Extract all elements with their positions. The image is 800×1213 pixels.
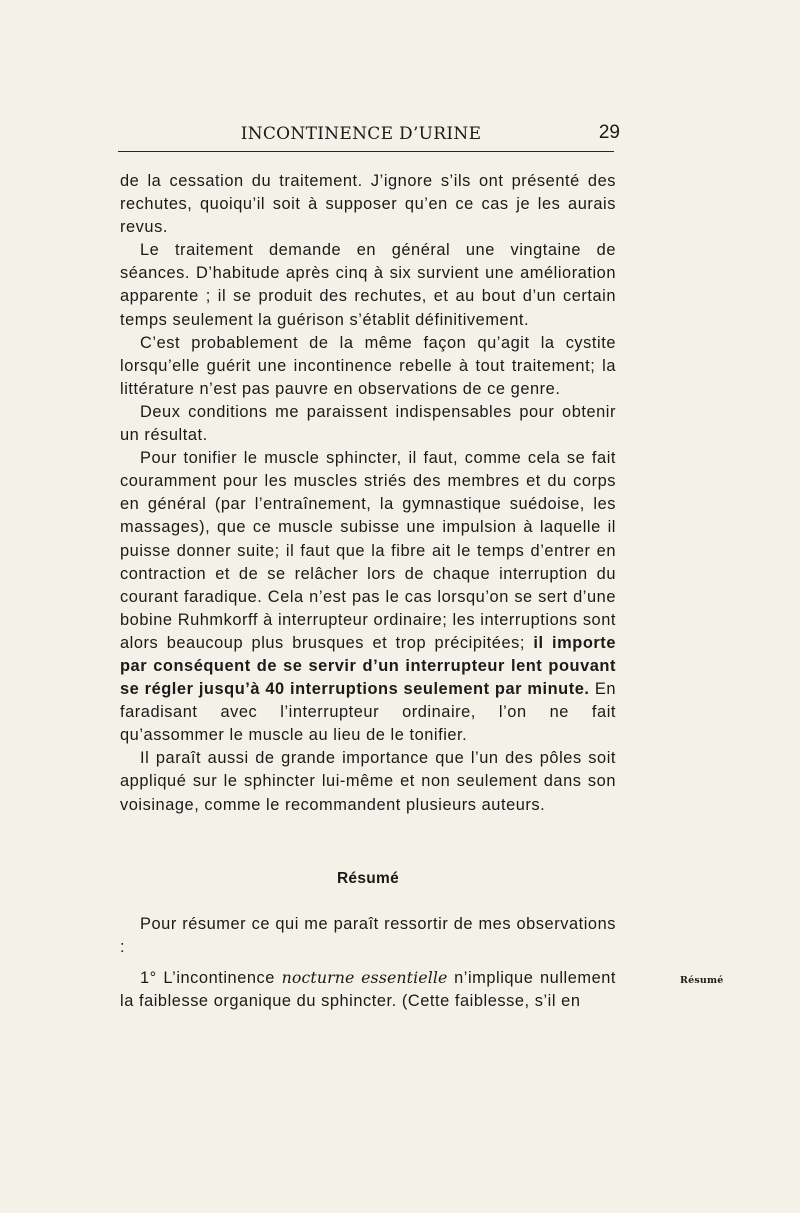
- paragraph-sphincter-text: Pour tonifier le muscle sphincter, il faut, comme cela se fait couramment pour les muscles striés des membres et du corps en général (par l’entraînement, la gymnastique suédoise, les massages), que ce muscle subisse une impulsion à laquelle il puisse donner suite; il faut que la fibre ait le temps d’entrer en contraction et de se relâcher lors de chaque interruption du courant faradique. Cela n’est pas le cas lorsqu’on se sert d’une bobine Ruhmkorff à interrupteur ordinaire; les interruptions sont alors beaucoup plus brusques et trop précipitées;: [120, 449, 616, 652]
- paragraph-sphincter: [120, 447, 616, 747]
- paragraph-treatment: Le traitement demande en général une vingtaine de séances. D’habitude après cinq à six survient une amélioration apparente ; il se produit des rechutes, et au bout d’un certain temps seulement la guérison s’établit définitivement.: [120, 241, 616, 329]
- paragraph-conditions: Deux conditions me paraissent indispensables pour obtenir un résultat.: [120, 402, 616, 445]
- paragraph-cystitis: C’est probablement de la même façon qu’agit la cystite lorsqu’elle guérit une incontinence rebelle à tout traitement; la littérature n’est pas pauvre en observations de ce genre.: [120, 333, 616, 398]
- summary-item-1-italic: nocturne essentielle: [281, 968, 448, 988]
- header-rule: [118, 151, 614, 152]
- summary-item-1: [120, 966, 616, 1013]
- summary-text: [120, 913, 616, 1013]
- page-number: 29: [598, 122, 620, 143]
- running-head: [108, 122, 620, 150]
- paragraph-continuation: de la cessation du traitement. J’ignore s’ils ont présenté des rechutes, quoiqu’il soit à supposer qu’en ce cas je les aurais revus.: [120, 172, 616, 237]
- paragraph-poles: Il paraît aussi de grande importance que l’un des pôles soit appliqué sur le sphincter lui-même et non seulement dans son voisinage, comme le recommandent plusieurs auteurs.: [120, 749, 616, 814]
- body-text: [120, 170, 616, 817]
- running-title: INCONTINENCE D’URINE: [240, 124, 482, 144]
- paragraph-sphincter-end: En faradisant avec l’interrupteur ordinaire, l’on ne fait qu’assommer le muscle au lieu de le tonifier.: [120, 680, 616, 745]
- paragraph-sphincter-emphasis: il importe par conséquent de se servir d’un interrupteur lent pouvant se régler jusqu’à 40 interruptions seulement par minute.: [120, 633, 616, 699]
- summary-item-1-start: 1° L’incontinence: [140, 969, 282, 988]
- summary-item-1-end: n’implique nullement la faiblesse organique du sphincter. (Cette faiblesse, s’il en: [120, 969, 617, 1011]
- section-heading: Résumé: [336, 870, 400, 887]
- summary-intro: Pour résumer ce qui me paraît ressortir de mes observations :: [120, 915, 616, 957]
- margin-note: Résumé: [680, 975, 724, 986]
